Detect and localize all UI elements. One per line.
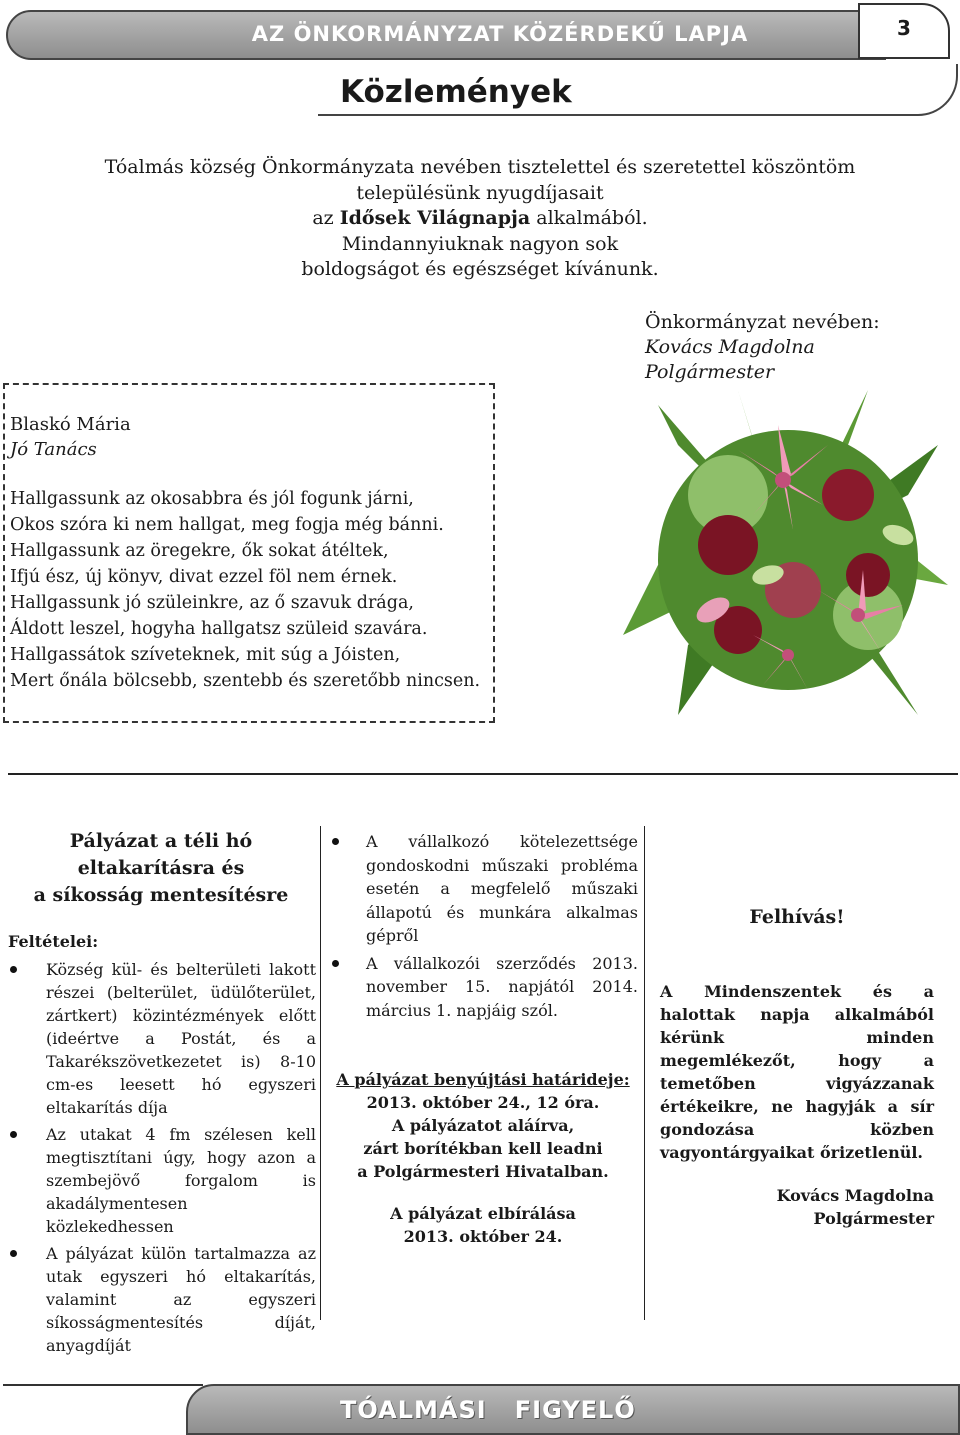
deadline-label: A pályázat benyújtási határideje:: [336, 1070, 630, 1089]
list-item: A pályázat külön tartalmazza az utak egyszeri hó eltakarítás, valamint az egyszeri síkosságmentesítés díját, anyagdíját: [8, 1242, 316, 1357]
submission-deadline: [328, 1068, 638, 1183]
poem-line: Mert őnála bölcsebb, szentebb és szeretőbb nincsen.: [10, 671, 481, 691]
signature-role: Polgármester: [645, 361, 775, 383]
notice-text: A Mindenszentek és a halottak napja alkalmából kérünk minden megemlékezőt, hogy a temetőben vigyázzanak értékeikre, ne hagyják a sír gondozása közben vagyontárgyaikat őrizetlenül.: [660, 982, 934, 1162]
section-divider: [8, 773, 958, 775]
greeting-fragment: alkalmából.: [530, 207, 648, 229]
newspaper-name-part: TÓALMÁSI: [340, 1396, 487, 1424]
greeting-highlight: Idősek Világnapja: [339, 207, 531, 229]
list-item: Község kül- és belterületi lakott részei (belterület, üdülőterület, zártkert) közintézmények előtt (ideértve a Postát, és a Takarékszövetkezetet is) 8-10 cm-es leesett hó egyszeri eltakarítás díja: [8, 958, 316, 1119]
deadline-instruction: a Polgármesteri Hivatalban.: [357, 1162, 609, 1181]
bouquet-leaves: [623, 390, 948, 715]
newspaper-name: [340, 1396, 636, 1424]
newspaper-name-part: FIGYELŐ: [514, 1396, 636, 1424]
signature-name: Kovács Magdolna: [645, 336, 815, 358]
greeting-line: [60, 206, 900, 232]
poem-line: Áldott leszel, hogyha hallgatsz szüleid szavára.: [10, 619, 428, 639]
poem-title: Jó Tanács: [10, 439, 97, 460]
footer-line: [3, 1384, 203, 1386]
section-title: Közlemények: [340, 74, 572, 110]
evaluation-label: A pályázat elbírálása: [390, 1204, 576, 1223]
poem-line: Hallgassunk az öregekre, ők sokat átéltek,: [10, 541, 389, 561]
list-item: A vállalkozói szerződés 2013. november 15. napjától 2014. március 1. napjáig szól.: [328, 952, 638, 1023]
column-divider: [644, 826, 645, 1320]
notice-signature-role: Polgármester: [813, 1209, 934, 1228]
signature-label: Önkormányzat nevében:: [645, 311, 880, 333]
greeting-line: Mindannyiuknak nagyon sok: [341, 232, 619, 255]
list-item: A vállalkozó kötelezettsége gondoskodni műszaki probléma esetén a megfelelő műszaki állapotú és munkára alkalmas gépről: [328, 830, 638, 948]
deadline-instruction: zárt borítékban kell leadni: [363, 1139, 603, 1158]
notice-signature-name: Kovács Magdolna: [776, 1186, 934, 1205]
conditions-label: Feltételei:: [8, 932, 99, 951]
evaluation-date: 2013. október 24.: [403, 1227, 563, 1246]
greeting-line: Tóalmás község Önkormányzata nevében tisztelettel és szeretettel köszöntöm: [104, 156, 856, 178]
notice-signature: [660, 1184, 934, 1230]
page-number: 3: [897, 16, 911, 40]
newspaper-tagline: AZ ÖNKORMÁNYZAT KÖZÉRDEKŰ LAPJA: [251, 22, 749, 46]
tender-title: [30, 828, 292, 909]
tender-title-line: Pályázat a téli hó: [69, 830, 253, 852]
evaluation-info: [328, 1202, 638, 1248]
poem-line: Ifjú ész, új könyv, divat ezzel föl nem érnek.: [10, 567, 398, 587]
greeting-signature: [645, 310, 880, 385]
tender-title-line: a síkosság mentesítésre: [33, 884, 289, 906]
poem-line: Okos szóra ki nem hallgat, meg fogja még bánni.: [10, 515, 444, 535]
column-divider: [320, 826, 321, 1320]
poem-header: [10, 412, 131, 462]
flower-bouquet-image: [618, 385, 953, 720]
greeting-text: [60, 155, 900, 283]
deadline-instruction: A pályázatot aláírva,: [391, 1116, 575, 1135]
notice-title: Felhívás!: [749, 906, 845, 928]
greeting-line: településünk nyugdíjasait: [356, 181, 604, 204]
greeting-fragment: az: [312, 207, 340, 229]
greeting-line: boldogságot és egészséget kívánunk.: [301, 258, 659, 280]
deadline-date: 2013. október 24., 12 óra.: [366, 1093, 600, 1112]
poem-line: Hallgassunk az okosabbra és jól fogunk járni,: [10, 489, 414, 509]
poem-author: Blaskó Mária: [10, 414, 131, 435]
conditions-list-continued: [328, 830, 638, 1026]
poem-body: [10, 486, 480, 694]
tender-title-line: eltakarításra és: [77, 857, 245, 879]
list-item: Az utakat 4 fm szélesen kell megtisztítani úgy, hogy azon a szembejövő forgalom is akadálymentesen közlekedhessen: [8, 1123, 316, 1238]
poem-line: Hallgassunk jó szüleinkre, az ő szavuk drága,: [10, 593, 414, 613]
conditions-list: [8, 958, 316, 1361]
poem-line: Hallgassátok szíveteknek, mit súg a Jóisten,: [10, 645, 401, 665]
